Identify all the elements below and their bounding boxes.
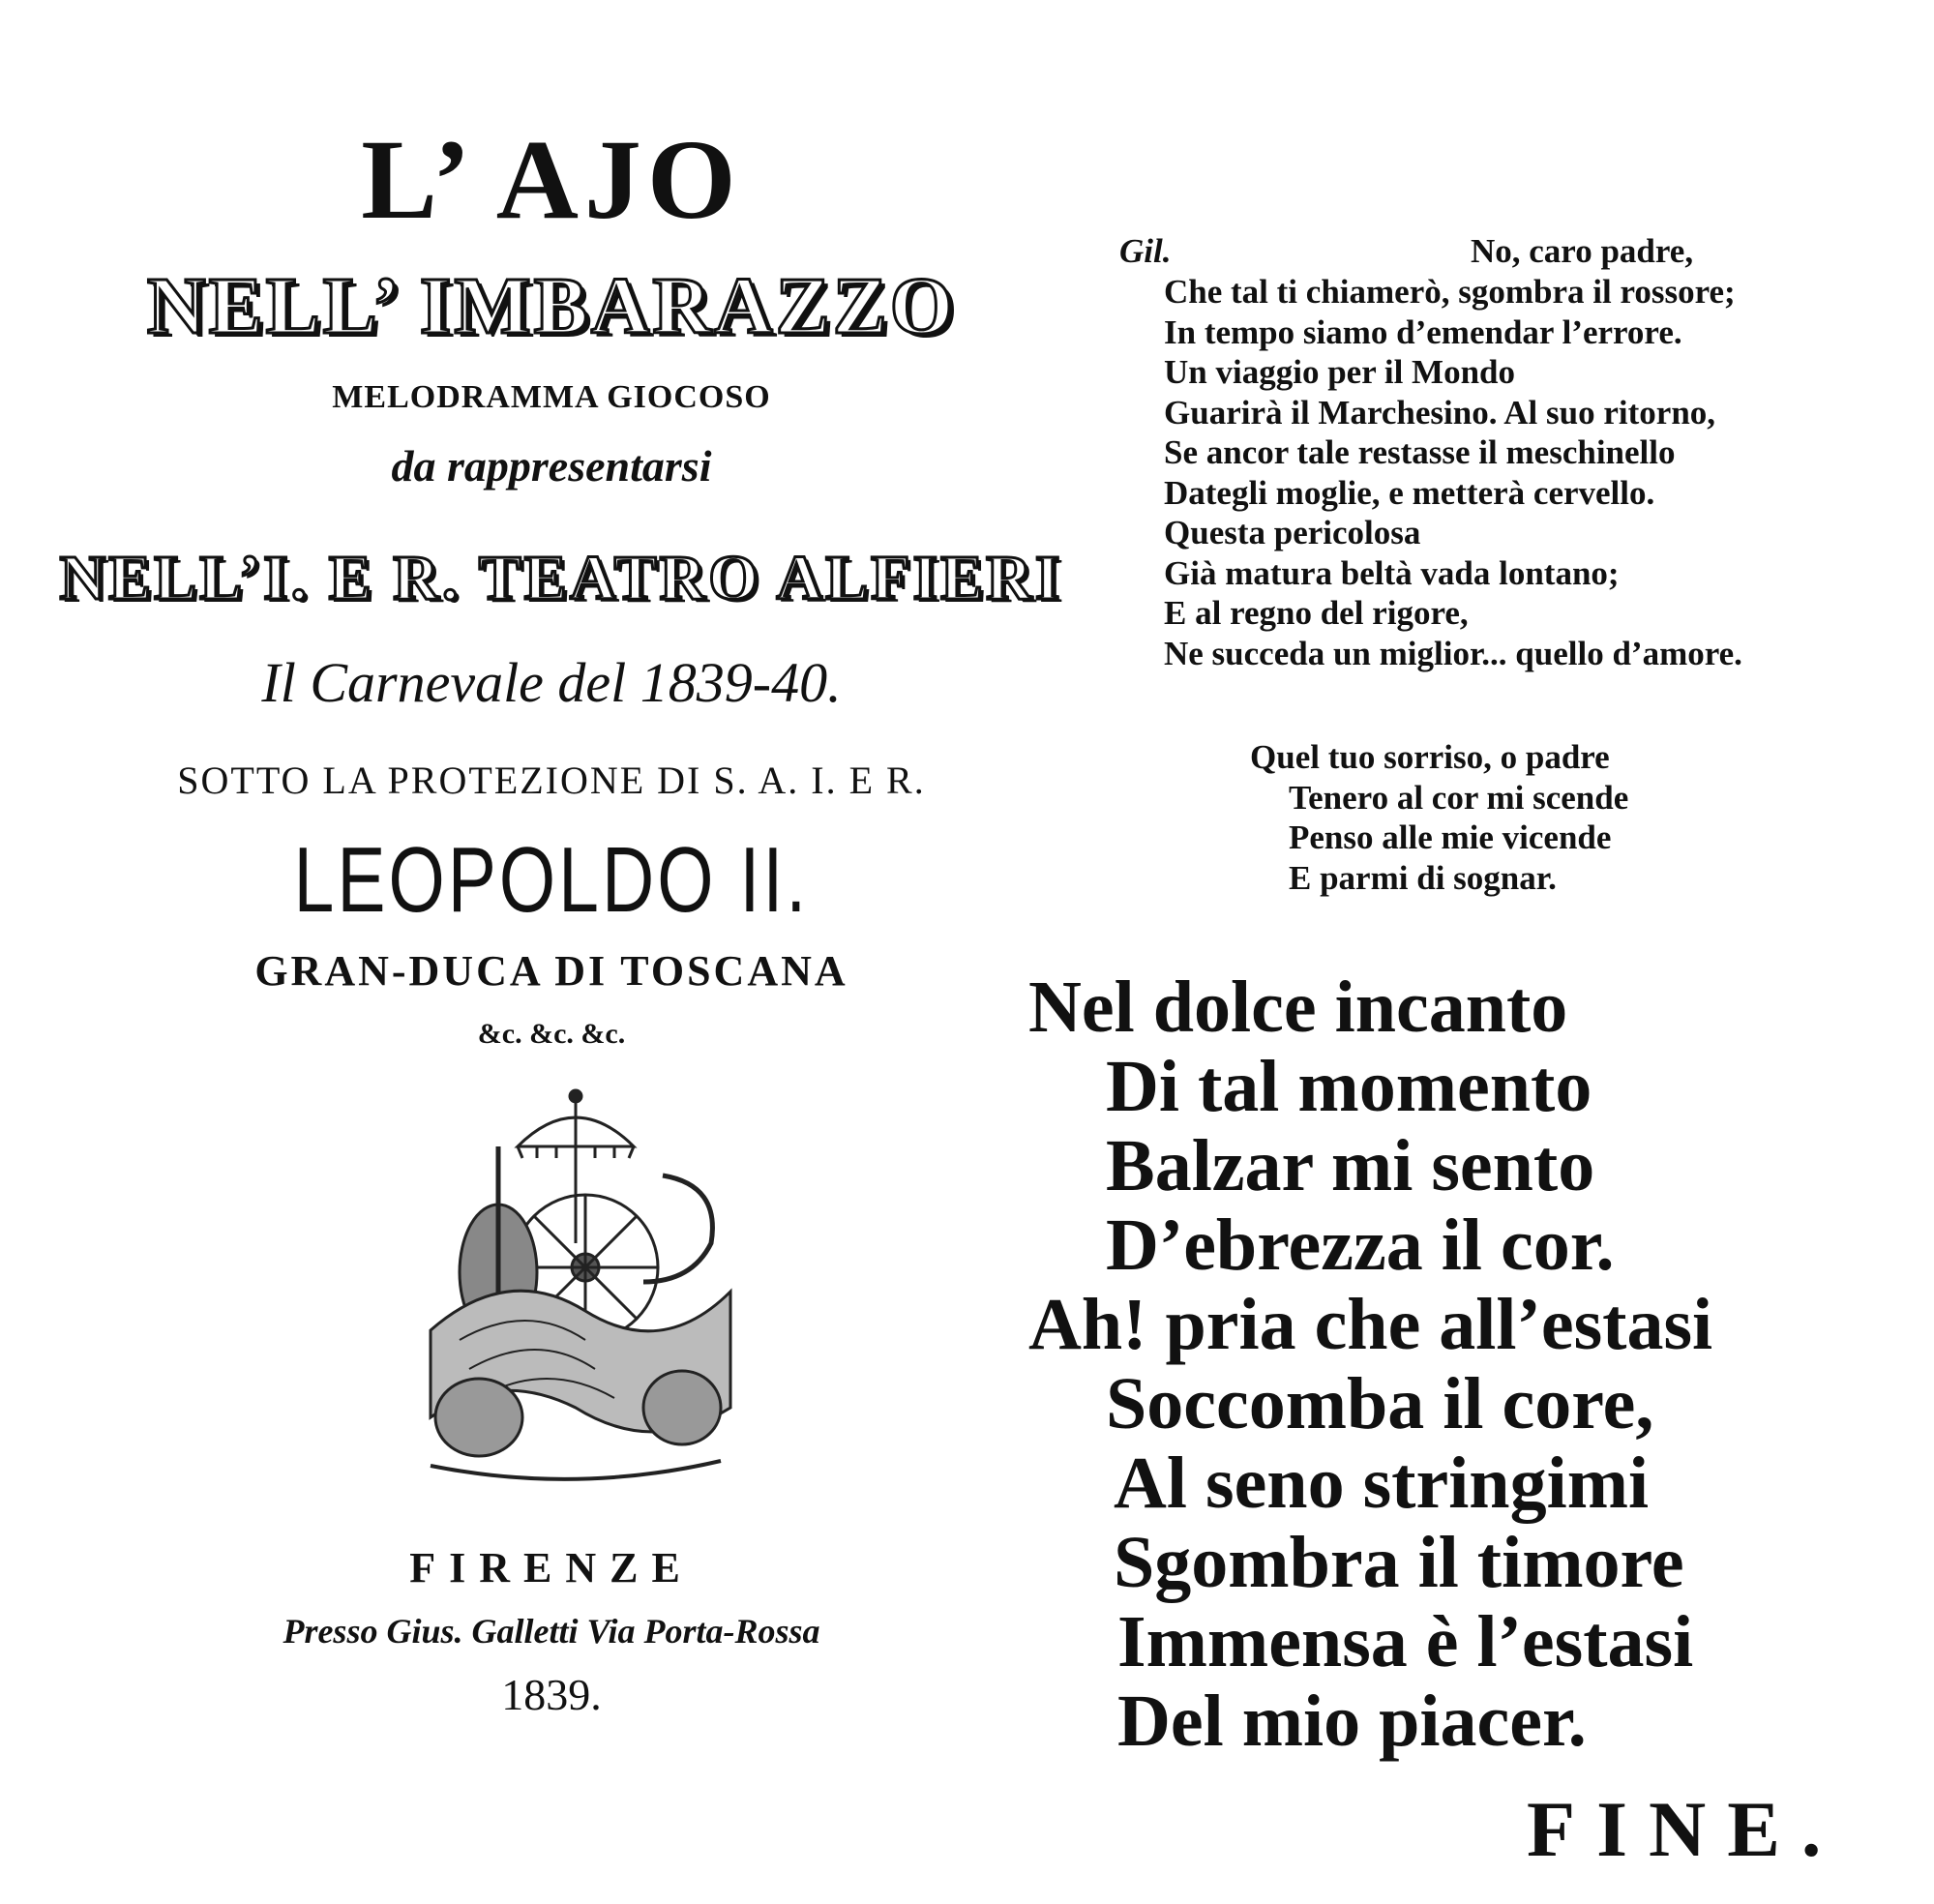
speaker-name: Gil. [1119, 232, 1172, 270]
verse-line: Un viaggio per il Mondo [1164, 353, 1516, 391]
libretto-title: L’ AJO [361, 116, 742, 243]
end-marker: FINE. [1527, 1785, 1843, 1873]
verse-line: Questa pericolosa [1164, 514, 1421, 551]
verse-line: Quel tuo sorriso, o padre [1250, 738, 1610, 776]
verse-line: Già matura beltà vada lontano; [1164, 553, 1620, 592]
season-line: Il Carnevale del 1839-40. [261, 651, 842, 714]
verse-line: Tenero al cor mi scende [1289, 778, 1629, 817]
verse-line: Dategli moglie, e metterà cervello. [1164, 473, 1655, 512]
verse-line: Guarirà il Marchesino. Al suo ritorno, [1164, 393, 1716, 431]
verse-line: Penso alle mie vicende [1289, 818, 1612, 856]
verse-line: D’ebrezza il cor. [1106, 1205, 1615, 1286]
publication-year: 1839. [501, 1670, 602, 1719]
protection-line: SOTTO LA PROTEZIONE DI S. A. I. E R. [177, 759, 926, 802]
verse-line: Sgombra il timore [1114, 1522, 1684, 1603]
verse-line: Al seno stringimi [1114, 1443, 1650, 1524]
verse-line: In tempo siamo d’emendar l’errore. [1164, 312, 1682, 351]
verse-line: Di tal momento [1106, 1046, 1592, 1127]
verse-line: E parmi di sognar. [1289, 858, 1557, 897]
performance-note: da rappresentarsi [391, 441, 712, 491]
verse-line: Soccomba il core, [1106, 1363, 1654, 1444]
verse-line: Ah! pria che all’estasi [1028, 1284, 1713, 1365]
recitative-stanza [1164, 272, 1742, 673]
aria-stanza [1250, 737, 1628, 898]
verse-line: Che tal ti chiamerò, sgombra il rossore; [1164, 273, 1736, 311]
genre-label: MELODRAMMA GIOCOSO [332, 379, 771, 415]
verse-line: Immensa è l’estasi [1117, 1601, 1694, 1682]
verse-line: Balzar mi sento [1106, 1125, 1595, 1206]
etc-line: &c. &c. &c. [477, 1018, 626, 1050]
city-name: FIRENZE [409, 1544, 694, 1592]
verse-first-line: No, caro padre, [1471, 232, 1694, 270]
grand-duke-title: GRAN-DUCA DI TOSCANA [254, 947, 848, 995]
theatre-name: NELL’I. E R. TEATRO ALFIERI [59, 543, 1063, 613]
verse-line: Del mio piacer. [1117, 1681, 1587, 1762]
verse-line: E al regno del rigore, [1164, 594, 1469, 632]
verse-line: Nel dolce incanto [1028, 967, 1568, 1048]
printer-line: Presso Gius. Galletti Via Porta-Rossa [283, 1612, 820, 1651]
verse-line: Se ancor tale restasse il meschinello [1164, 433, 1676, 471]
verse-line: Ne succeda un miglior... quello d’amore. [1164, 634, 1742, 672]
theatrical-trophy-emblem-icon [392, 1088, 759, 1485]
libretto-subtitle: NELL’ IMBARAZZO [146, 261, 957, 351]
finale-verse [1028, 967, 1712, 1761]
sovereign-name: LEOPOLDO II. [293, 828, 810, 932]
